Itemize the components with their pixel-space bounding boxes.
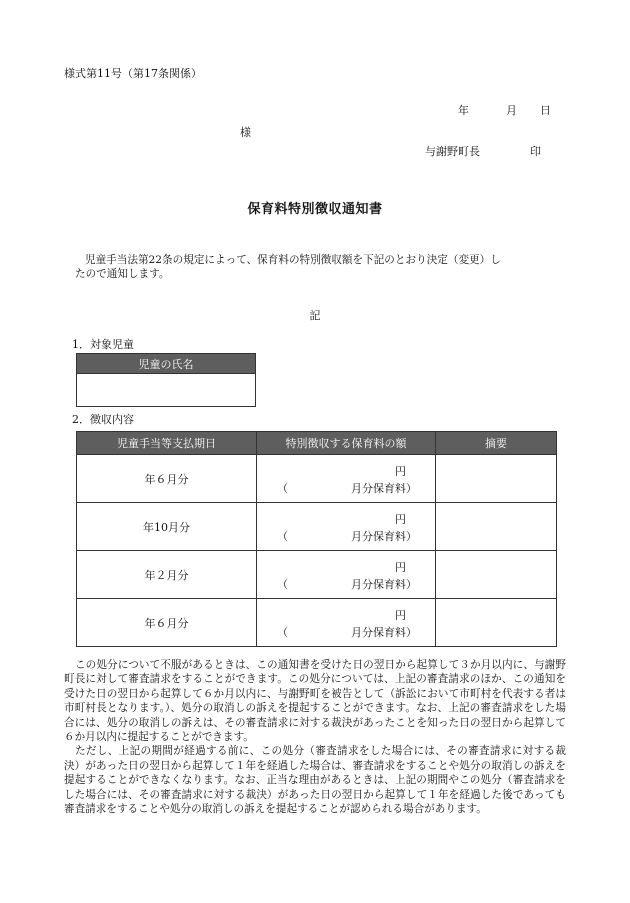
header-remarks: 摘要 [436,432,557,455]
date-day-label: 日 [540,104,551,117]
remarks-cell[interactable] [436,551,557,599]
remarks-cell[interactable] [436,455,557,503]
month-note: 月分保育料） [351,530,417,543]
collection-table [76,431,557,647]
yen-label: 円 [395,609,406,622]
date-month-label: 月 [506,104,517,117]
amount-cell[interactable] [257,551,436,599]
section2-heading: 2．徴収内容 [72,413,134,426]
intro-line-2: たので通知します。 [75,268,170,281]
yen-label: 円 [395,513,406,526]
notice-paragraph-2: ただし、上記の期間が経過する前に、この処分（審査請求をした場合には、その審査請求に対する裁決）があった日の翌日から起算して１年を経過した場合は、審査請求をすることや処分の取消しの訴えを提起することができなくなります。なお、正当な理由があるときは、上記の期間やこの処分（審査請求をした場合には、その審査請求に対する裁決）があった日の翌日から起算して１年を経過した後であっても審査請求をすることや処分の取消しの訴えを提起することが認められる場合があります。 [64,745,566,816]
period-cell: 年６月分 [77,455,257,503]
remarks-cell[interactable] [436,503,557,551]
document-title: 保育料特別徴収通知書 [247,202,383,217]
date-year-label: 年 [458,104,469,117]
period-cell: 年６月分 [77,599,257,647]
section1-heading: 1．対象児童 [72,338,134,351]
issuer-name: 与謝野町長 [425,145,480,158]
intro-line-1: 児童手当法第22条の規定によって、保育料の特別徴収額を下記のとおり決定（変更）し [85,254,501,266]
child-name-cell[interactable] [77,374,256,407]
notice-paragraph-1: この処分について不服があるときは、この通知書を受けた日の翌日から起算して３か月以内に、与謝野町長に対して審査請求をすることができます。この処分については、上記の審査請求のほか、この通知を受けた日の翌日から起算して６か月以内に、与謝野町を被告として（訴訟において市町村を代表する者は市町村長となります。）、処分の取消しの訴えを提起することができます。なお、上記の審査請求をした場合には、処分の取消しの訴えは、その審査請求に対する裁決があったことを知った日の翌日から起算して６か月以内に提起することができます。 [64,659,566,744]
form-number: 様式第11号（第17条関係） [64,67,202,80]
yen-label: 円 [395,561,406,574]
open-paren: （ [277,482,288,495]
month-note: 月分保育料） [351,578,417,591]
open-paren: （ [277,578,288,591]
table-row [77,455,557,503]
period-cell: 年10月分 [77,503,257,551]
ki-marker: 記 [309,309,321,322]
month-note: 月分保育料） [351,482,417,495]
header-amount: 特別徴収する保育料の額 [257,432,436,455]
table-row [77,551,557,599]
yen-label: 円 [395,465,406,478]
remarks-cell[interactable] [436,599,557,647]
amount-cell[interactable] [257,455,436,503]
month-note: 月分保育料） [351,626,417,639]
amount-cell[interactable] [257,599,436,647]
addressee-suffix: 様 [240,126,251,139]
child-name-header: 児童の氏名 [77,354,256,374]
open-paren: （ [277,530,288,543]
table-row [77,599,557,647]
period-cell: 年２月分 [77,551,257,599]
open-paren: （ [277,626,288,639]
intro-text [64,253,564,282]
issuer-seal: 印 [530,145,541,158]
table-row [77,503,557,551]
header-payment-date: 児童手当等支払期日 [77,432,257,455]
target-child-table [76,353,256,407]
notice-text [64,658,566,816]
amount-cell[interactable] [257,503,436,551]
